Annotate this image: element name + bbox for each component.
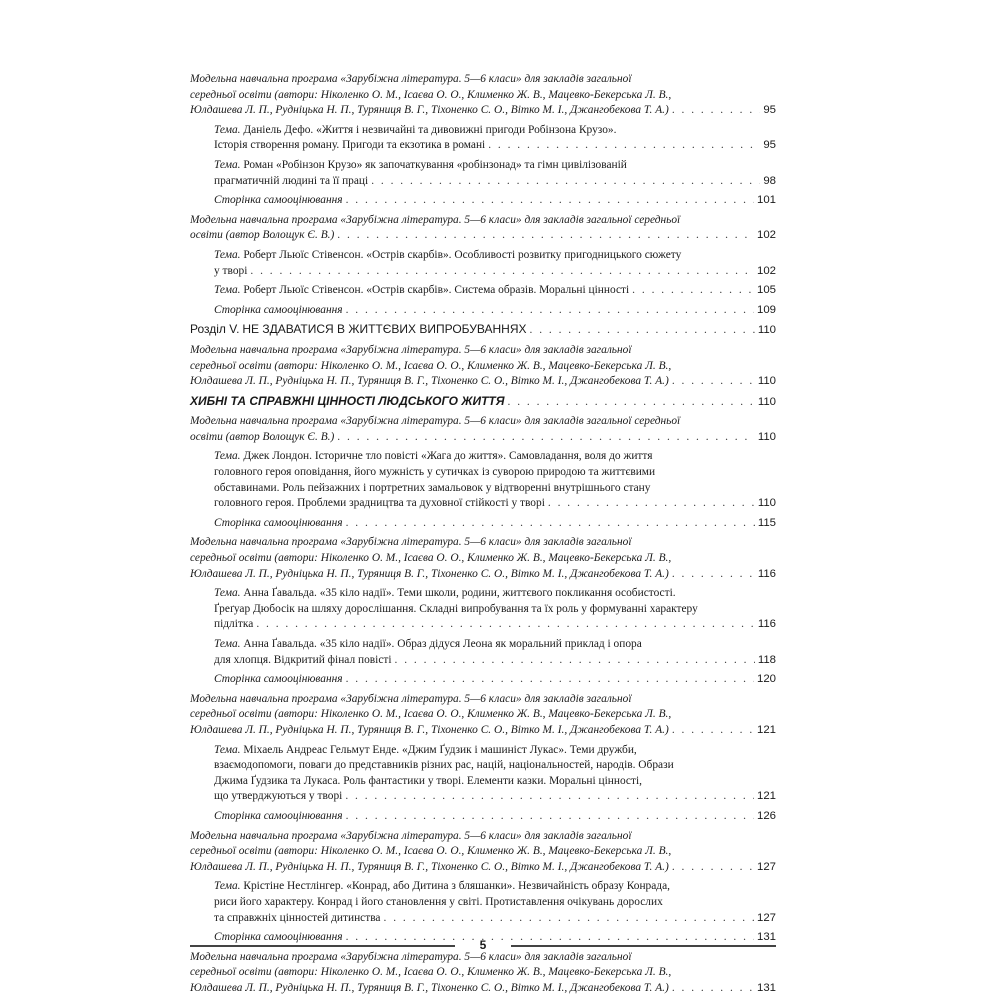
dot-leader bbox=[395, 653, 755, 669]
dot-leader bbox=[346, 193, 754, 209]
toc-entry-title: Юлдашева Л. П., Рудніцька Н. П., Туряниця В. Г., Тіхоненко С. О., Вітко М. І., Джангобекова Т. А.) bbox=[190, 860, 669, 873]
toc-entry-program bbox=[190, 343, 776, 390]
toc-entry-leader-line bbox=[214, 264, 776, 280]
page-ref: 121 bbox=[756, 723, 776, 736]
dot-leader bbox=[346, 516, 755, 532]
dot-leader bbox=[250, 264, 754, 280]
toc-entry-text: Анна Ґавальда. «35 кіло надії». Образ дідуся Леона як моральний приклад і опора bbox=[243, 638, 642, 650]
toc-entry-tema bbox=[190, 586, 776, 633]
toc-entry-title: Юлдашева Л. П., Рудніцька Н. П., Туряниця В. Г., Тіхоненко С. О., Вітко М. І., Джангобекова Т. А.) bbox=[190, 567, 669, 580]
toc-entry-leader-line bbox=[190, 567, 776, 583]
toc-entry-line bbox=[190, 414, 776, 430]
toc-entry-leader-line bbox=[190, 430, 776, 446]
page-number: 5 bbox=[479, 938, 487, 952]
toc-entry-line bbox=[190, 343, 776, 359]
page-ref: 115 bbox=[757, 516, 776, 529]
toc-entry-leader-line bbox=[214, 138, 776, 154]
dot-leader bbox=[672, 723, 754, 739]
toc-entry-line bbox=[214, 481, 776, 497]
toc-entry-self bbox=[190, 672, 776, 688]
page-ref: 131 bbox=[756, 931, 776, 944]
toc-entry-self bbox=[190, 303, 776, 319]
page-ref: 105 bbox=[756, 284, 776, 297]
page-ref: 102 bbox=[756, 264, 776, 277]
toc-entry-program bbox=[190, 950, 776, 997]
page-ref: 101 bbox=[756, 194, 776, 207]
dot-leader bbox=[488, 138, 760, 154]
section-title: НЕ ЗДАВАТИСЯ В ЖИТТЄВИХ ВИПРОБУВАННЯХ bbox=[242, 322, 527, 337]
toc-entry-text: Модельна навчальна програма «Зарубіжна література. 5—6 класи» для закладів загальної середньої bbox=[190, 415, 681, 428]
toc-entry-text: Джима Ґудзика та Лукаса. Роль фантастики у творі. Елементи казки. Моральні цінності, bbox=[214, 774, 642, 787]
toc-entry-title: освіти (автор Волощук Є. В.) bbox=[190, 229, 335, 242]
toc-entry-self bbox=[190, 809, 776, 825]
toc-entry-program bbox=[190, 72, 776, 119]
toc-entry-line bbox=[214, 449, 776, 465]
toc-entry-text: Анна Ґавальда. «35 кіло надії». Теми школи, родини, життєвого покликання особистості. bbox=[243, 587, 676, 600]
toc-entry-line bbox=[214, 743, 776, 759]
toc-entry-program bbox=[190, 692, 776, 739]
toc-entry-text: Даніель Дефо. «Життя і незвичайні та дивовижні пригоди Робінзона Крузо». bbox=[243, 123, 617, 136]
page-ref: 95 bbox=[763, 104, 776, 117]
tema-label: Тема. bbox=[214, 638, 241, 650]
toc-entry-leader-line bbox=[214, 193, 776, 209]
toc-entry-text: середньої освіти (автори: Ніколенко О. М., Ісаєва О. О., Клименко Ж. В., Мацевко-Бекерська Л. В., bbox=[190, 88, 672, 101]
toc-entry-leader-line bbox=[190, 103, 776, 119]
toc-entry-leader-line bbox=[214, 174, 776, 190]
dot-leader bbox=[672, 567, 755, 583]
dot-leader bbox=[337, 228, 754, 244]
toc-entry-leader-line bbox=[214, 617, 776, 633]
toc-entry-title: освіти (автор Волощук Є. В.) bbox=[190, 430, 335, 443]
toc-entry-title: ХИБНІ ТА СПРАВЖНІ ЦІННОСТІ ЛЮДСЬКОГО ЖИТТЯ bbox=[190, 393, 505, 408]
toc-entry-title: Юлдашева Л. П., Рудніцька Н. П., Туряниця В. Г., Тіхоненко С. О., Вітко М. І., Джангобекова Т. А.) bbox=[190, 723, 669, 736]
toc-entry-text: Модельна навчальна програма «Зарубіжна література. 5—6 класи» для закладів загальної bbox=[190, 692, 632, 705]
toc-entry-self bbox=[190, 516, 776, 532]
toc-entry-leader-line bbox=[214, 809, 776, 825]
toc-entry-title bbox=[214, 283, 629, 299]
toc-entry-title: підлітка bbox=[214, 618, 254, 631]
toc-entry-tema bbox=[190, 637, 776, 668]
footer-rule-right bbox=[511, 945, 776, 947]
toc-entry-text: середньої освіти (автори: Ніколенко О. М., Ісаєва О. О., Клименко Ж. В., Мацевко-Бекерська Л. В., bbox=[190, 966, 672, 979]
page-ref: 110 bbox=[757, 324, 776, 337]
dot-leader bbox=[346, 303, 754, 319]
toc-entry-title: Юлдашева Л. П., Рудніцька Н. П., Туряниця В. Г., Тіхоненко С. О., Вітко М. І., Джангобекова Т. А.) bbox=[190, 981, 669, 994]
toc-entry-text: Крістіне Нестлінгер. «Конрад, або Дитина з бляшанки». Незвичайність образу Конрада, bbox=[243, 880, 670, 893]
page-ref: 121 bbox=[756, 790, 776, 803]
toc-entry-text: середньої освіти (автори: Ніколенко О. М., Ісаєва О. О., Клименко Ж. В., Мацевко-Бекерська Л. В., bbox=[190, 845, 672, 858]
page-footer bbox=[190, 938, 776, 954]
toc-entry-program bbox=[190, 414, 776, 445]
toc-entry-text: Модельна навчальна програма «Зарубіжна література. 5—6 класи» для закладів загальної bbox=[190, 73, 632, 85]
dot-leader bbox=[672, 981, 754, 997]
toc-entry-line bbox=[190, 965, 776, 981]
toc-entry-text: середньої освіти (автори: Ніколенко О. М., Ісаєва О. О., Клименко Ж. В., Мацевко-Бекерська Л. В., bbox=[190, 708, 672, 721]
page-ref: 127 bbox=[756, 911, 776, 924]
toc-entry-section bbox=[190, 322, 776, 339]
dot-leader bbox=[256, 617, 755, 633]
toc-entry-title: у творі bbox=[214, 264, 248, 277]
page-ref: 110 bbox=[757, 497, 776, 510]
toc-entry-leader-line bbox=[214, 283, 776, 299]
toc-entry-line bbox=[190, 844, 776, 860]
toc-entry-text: Ґреґуар Дюбосік на шляху дорослішання. Складні випробування та їх роль у формуванні характеру bbox=[214, 602, 698, 615]
tema-label: Тема. bbox=[214, 123, 241, 136]
toc-entry-leader-line bbox=[190, 860, 776, 876]
section-label: Розділ V. bbox=[190, 322, 240, 337]
toc-entry-subsection bbox=[190, 394, 776, 411]
toc-entry-title: Юлдашева Л. П., Рудніцька Н. П., Туряниця В. Г., Тіхоненко С. О., Вітко М. І., Джангобекова Т. А.) bbox=[190, 104, 669, 117]
toc-entry-line bbox=[190, 692, 776, 708]
toc-entry-leader-line bbox=[214, 672, 776, 688]
toc-entry-tema bbox=[190, 449, 776, 511]
dot-leader bbox=[672, 374, 755, 390]
toc-entry-leader-line bbox=[190, 723, 776, 739]
page-ref: 110 bbox=[757, 430, 776, 443]
toc-entry-leader-line bbox=[214, 496, 776, 512]
dot-leader bbox=[371, 174, 760, 190]
toc-entry-text: Модельна навчальна програма «Зарубіжна література. 5—6 класи» для закладів загальної bbox=[190, 343, 632, 356]
tema-label: Тема. bbox=[214, 248, 241, 261]
toc-entry-line bbox=[190, 829, 776, 845]
toc-entry-tema bbox=[190, 248, 776, 279]
toc-entry-program bbox=[190, 535, 776, 582]
toc-entry-text: середньої освіти (автори: Ніколенко О. М., Ісаєва О. О., Клименко Ж. В., Мацевко-Бекерська Л. В., bbox=[190, 359, 672, 372]
toc-entry-line bbox=[214, 758, 776, 774]
toc-entry-title: що утверджуються у творі bbox=[214, 790, 343, 803]
toc-entry-text: Модельна навчальна програма «Зарубіжна література. 5—6 класи» для закладів загальної bbox=[190, 950, 632, 963]
dot-leader bbox=[337, 430, 755, 446]
toc-entry-title bbox=[190, 322, 527, 339]
toc-entry-title: та справжніх цінностей дитинства bbox=[214, 911, 381, 924]
toc-entry-text: взаємодопомоги, поваги до представників різних рас, націй, національностей, народів. Образи bbox=[214, 759, 674, 772]
toc-entry-tema bbox=[190, 158, 776, 189]
toc-entry-line bbox=[214, 158, 776, 174]
toc-entry-title: Сторінка самооцінювання bbox=[214, 516, 343, 529]
toc-entry-text: Роберт Льюїс Стівенсон. «Острів скарбів». Особливості розвитку пригодницького сюжету bbox=[243, 248, 682, 261]
toc-entry-leader-line bbox=[214, 911, 776, 927]
toc-entry-line bbox=[190, 72, 776, 88]
toc-entry-text: Модельна навчальна програма «Зарубіжна література. 5—6 класи» для закладів загальної bbox=[190, 536, 632, 549]
toc-entry-text: Міхаель Андреас Гельмут Енде. «Джим Ґудзик і машиніст Лукас». Теми дружби, bbox=[243, 743, 637, 756]
toc-entry-text: Модельна навчальна програма «Зарубіжна література. 5—6 класи» для закладів загальної bbox=[190, 829, 632, 842]
toc-entry-line bbox=[214, 637, 776, 653]
toc-entry-title: Сторінка самооцінювання bbox=[214, 303, 343, 316]
toc-entry-leader-line bbox=[190, 374, 776, 390]
page-ref: 110 bbox=[757, 375, 776, 388]
dot-leader bbox=[672, 103, 761, 119]
tema-label: Тема. bbox=[214, 158, 241, 171]
page-ref: 116 bbox=[757, 567, 776, 580]
tema-label: Тема. bbox=[214, 743, 241, 756]
toc-entry-tema bbox=[190, 123, 776, 154]
page-ref: 118 bbox=[757, 653, 776, 666]
page-ref: 127 bbox=[756, 860, 776, 873]
toc-entry-text: риси його характеру. Конрад і його становлення у світі. Протиставлення очікувань дорослих bbox=[214, 895, 663, 908]
dot-leader bbox=[384, 911, 754, 927]
tema-label: Тема. bbox=[214, 880, 241, 893]
tema-label: Тема. bbox=[214, 587, 241, 600]
toc-entry-text: Джек Лондон. Історичне тло повісті «Жага до життя». Самовладання, воля до життя bbox=[243, 450, 653, 463]
toc-entry-program bbox=[190, 213, 776, 244]
page-ref: 102 bbox=[756, 229, 776, 242]
dot-leader bbox=[346, 809, 754, 825]
toc-entry-text: Модельна навчальна програма «Зарубіжна література. 5—6 класи» для закладів загальної середньої bbox=[190, 213, 681, 226]
page-ref: 131 bbox=[756, 981, 776, 994]
toc-entry-text: Роман «Робінзон Крузо» як започаткування «робінзонад» та гімн цивілізованій bbox=[243, 158, 627, 171]
toc-entry-title: Сторінка самооцінювання bbox=[214, 194, 343, 207]
dot-leader bbox=[672, 860, 754, 876]
toc-entry-title: Сторінка самооцінювання bbox=[214, 673, 343, 686]
page-ref: 116 bbox=[757, 618, 776, 631]
toc-entry-line bbox=[214, 123, 776, 139]
toc-entry-line bbox=[214, 774, 776, 790]
page-ref: 110 bbox=[757, 395, 776, 408]
toc-entry-leader-line bbox=[190, 322, 776, 339]
page-ref: 109 bbox=[756, 303, 776, 316]
dot-leader bbox=[548, 496, 755, 512]
dot-leader bbox=[346, 672, 754, 688]
page-ref: 120 bbox=[756, 673, 776, 686]
toc-entry-tema bbox=[190, 879, 776, 926]
page-ref: 95 bbox=[763, 139, 776, 152]
toc-entry-title: Сторінка самооцінювання bbox=[214, 809, 343, 822]
toc-entry-text: середньої освіти (автори: Ніколенко О. М., Ісаєва О. О., Клименко Ж. В., Мацевко-Бекерська Л. В., bbox=[190, 552, 672, 565]
dot-leader bbox=[508, 395, 755, 411]
toc-entry-text: Роберт Льюїс Стівенсон. «Острів скарбів». Система образів. Моральні цінності bbox=[243, 284, 630, 297]
toc-entry-line bbox=[214, 248, 776, 264]
toc-entry-title: головного героя. Проблеми зрадництва та духовної стійкості у творі bbox=[214, 497, 545, 510]
toc-entry-leader-line bbox=[214, 789, 776, 805]
toc-entry-leader-line bbox=[190, 981, 776, 997]
toc-entry-line bbox=[190, 551, 776, 567]
toc-entry-tema bbox=[190, 283, 776, 299]
toc-entry-line bbox=[214, 465, 776, 481]
page-ref: 126 bbox=[756, 809, 776, 822]
toc-entry-program bbox=[190, 829, 776, 876]
toc-entry-title: Історія створення роману. Пригоди та екзотика в романі bbox=[214, 139, 486, 152]
toc-entry-leader-line bbox=[190, 394, 776, 411]
toc-entry-leader-line bbox=[214, 653, 776, 669]
toc-entry-line bbox=[214, 602, 776, 618]
toc-entry-line bbox=[190, 535, 776, 551]
toc-entry-line bbox=[190, 707, 776, 723]
toc-entry-line bbox=[190, 213, 776, 229]
toc-entry-text: головного героя оповідання, його мужність у сутичках із суворою природою та життєвими bbox=[214, 466, 656, 479]
page-ref: 98 bbox=[763, 174, 776, 187]
toc-entry-tema bbox=[190, 743, 776, 805]
tema-label: Тема. bbox=[214, 450, 241, 463]
toc-entry-line bbox=[190, 88, 776, 104]
toc-entry-title: Юлдашева Л. П., Рудніцька Н. П., Туряниця В. Г., Тіхоненко С. О., Вітко М. І., Джангобекова Т. А.) bbox=[190, 375, 669, 388]
toc-entry-title: прагматичній людині та її праці bbox=[214, 174, 369, 187]
toc-entry-leader-line bbox=[214, 516, 776, 532]
tema-label: Тема. bbox=[214, 284, 241, 297]
toc-entry-line bbox=[214, 879, 776, 895]
dot-leader bbox=[530, 323, 755, 339]
toc-entry-line bbox=[214, 895, 776, 911]
toc-entry-title: Сторінка самооцінювання bbox=[214, 931, 343, 944]
toc-entry-line bbox=[214, 586, 776, 602]
dot-leader bbox=[632, 283, 754, 299]
toc-entry-title: для хлопця. Відкритий фінал повісті bbox=[214, 653, 392, 666]
toc-entry-leader-line bbox=[190, 228, 776, 244]
toc-entry-leader-line bbox=[214, 303, 776, 319]
table-of-contents bbox=[190, 72, 776, 1000]
dot-leader bbox=[345, 789, 754, 805]
toc-entry-text: обставинами. Роль пейзажних і портретних замальовок у відтворенні внутрішнього стану bbox=[214, 481, 651, 494]
toc-entry-line bbox=[190, 359, 776, 375]
toc-entry-self bbox=[190, 193, 776, 209]
